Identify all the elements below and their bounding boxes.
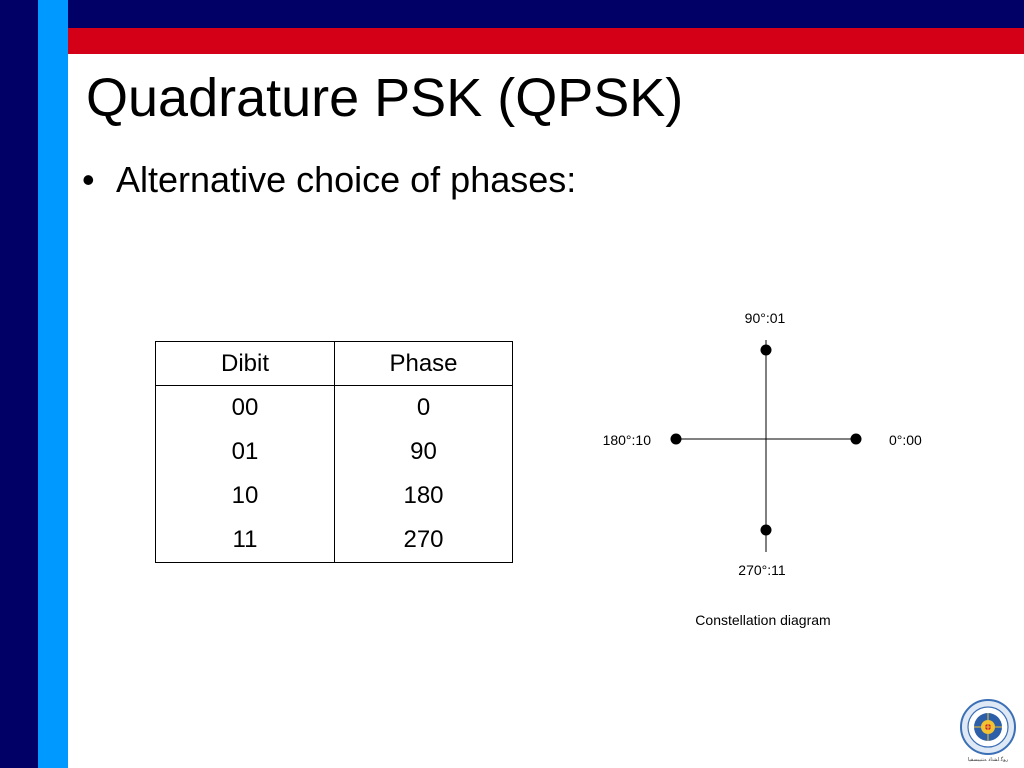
university-seal-icon — [955, 697, 1021, 763]
label-90-01: 90°:01 — [744, 310, 786, 326]
column-header-phase: Phase — [335, 342, 513, 386]
slide-title: Quadrature PSK (QPSK) — [86, 68, 684, 128]
dibit-cell: 00 — [156, 386, 335, 431]
constellation-point-11 — [761, 525, 772, 536]
label-180-10: 180°:10 — [602, 432, 651, 448]
top-navy-band — [0, 0, 1024, 28]
dibit-phase-table — [155, 341, 513, 563]
dibit-cell: 10 — [156, 474, 335, 518]
constellation-diagram — [560, 300, 960, 640]
constellation-point-10 — [671, 434, 682, 445]
table-header-row — [156, 342, 513, 386]
phase-cell: 180 — [335, 474, 513, 518]
phase-cell: 0 — [335, 386, 513, 431]
label-270-11: 270°:11 — [738, 562, 786, 578]
label-0-00: 0°:00 — [889, 432, 922, 448]
phase-cell: 270 — [335, 518, 513, 563]
diagram-caption: Constellation diagram — [695, 612, 831, 628]
table-row — [156, 474, 513, 518]
dibit-cell: 11 — [156, 518, 335, 563]
table-row — [156, 430, 513, 474]
constellation-point-00 — [851, 434, 862, 445]
bullet-dot-icon: • — [82, 159, 95, 200]
column-header-dibit: Dibit — [156, 342, 335, 386]
left-blue-band — [38, 0, 68, 768]
dibit-cell: 01 — [156, 430, 335, 474]
table-row — [156, 518, 513, 563]
left-navy-band — [0, 0, 38, 768]
constellation-point-01 — [761, 345, 772, 356]
phase-cell: 90 — [335, 430, 513, 474]
bullet-item — [82, 158, 576, 202]
bullet-text: Alternative choice of phases: — [116, 159, 577, 200]
top-red-band — [0, 28, 1024, 54]
table-row — [156, 386, 513, 431]
svg-text:ﺭﻮﮔ ﺎﺸﻧاﺩ ﻪﺘﻨﻴﺒﺴﻘﻴﺎ: ﺭﻮﮔ ﺎﺸﻧاﺩ ﻪﺘﻨﻴﺒﺴﻘﻴﺎ — [967, 757, 1009, 763]
